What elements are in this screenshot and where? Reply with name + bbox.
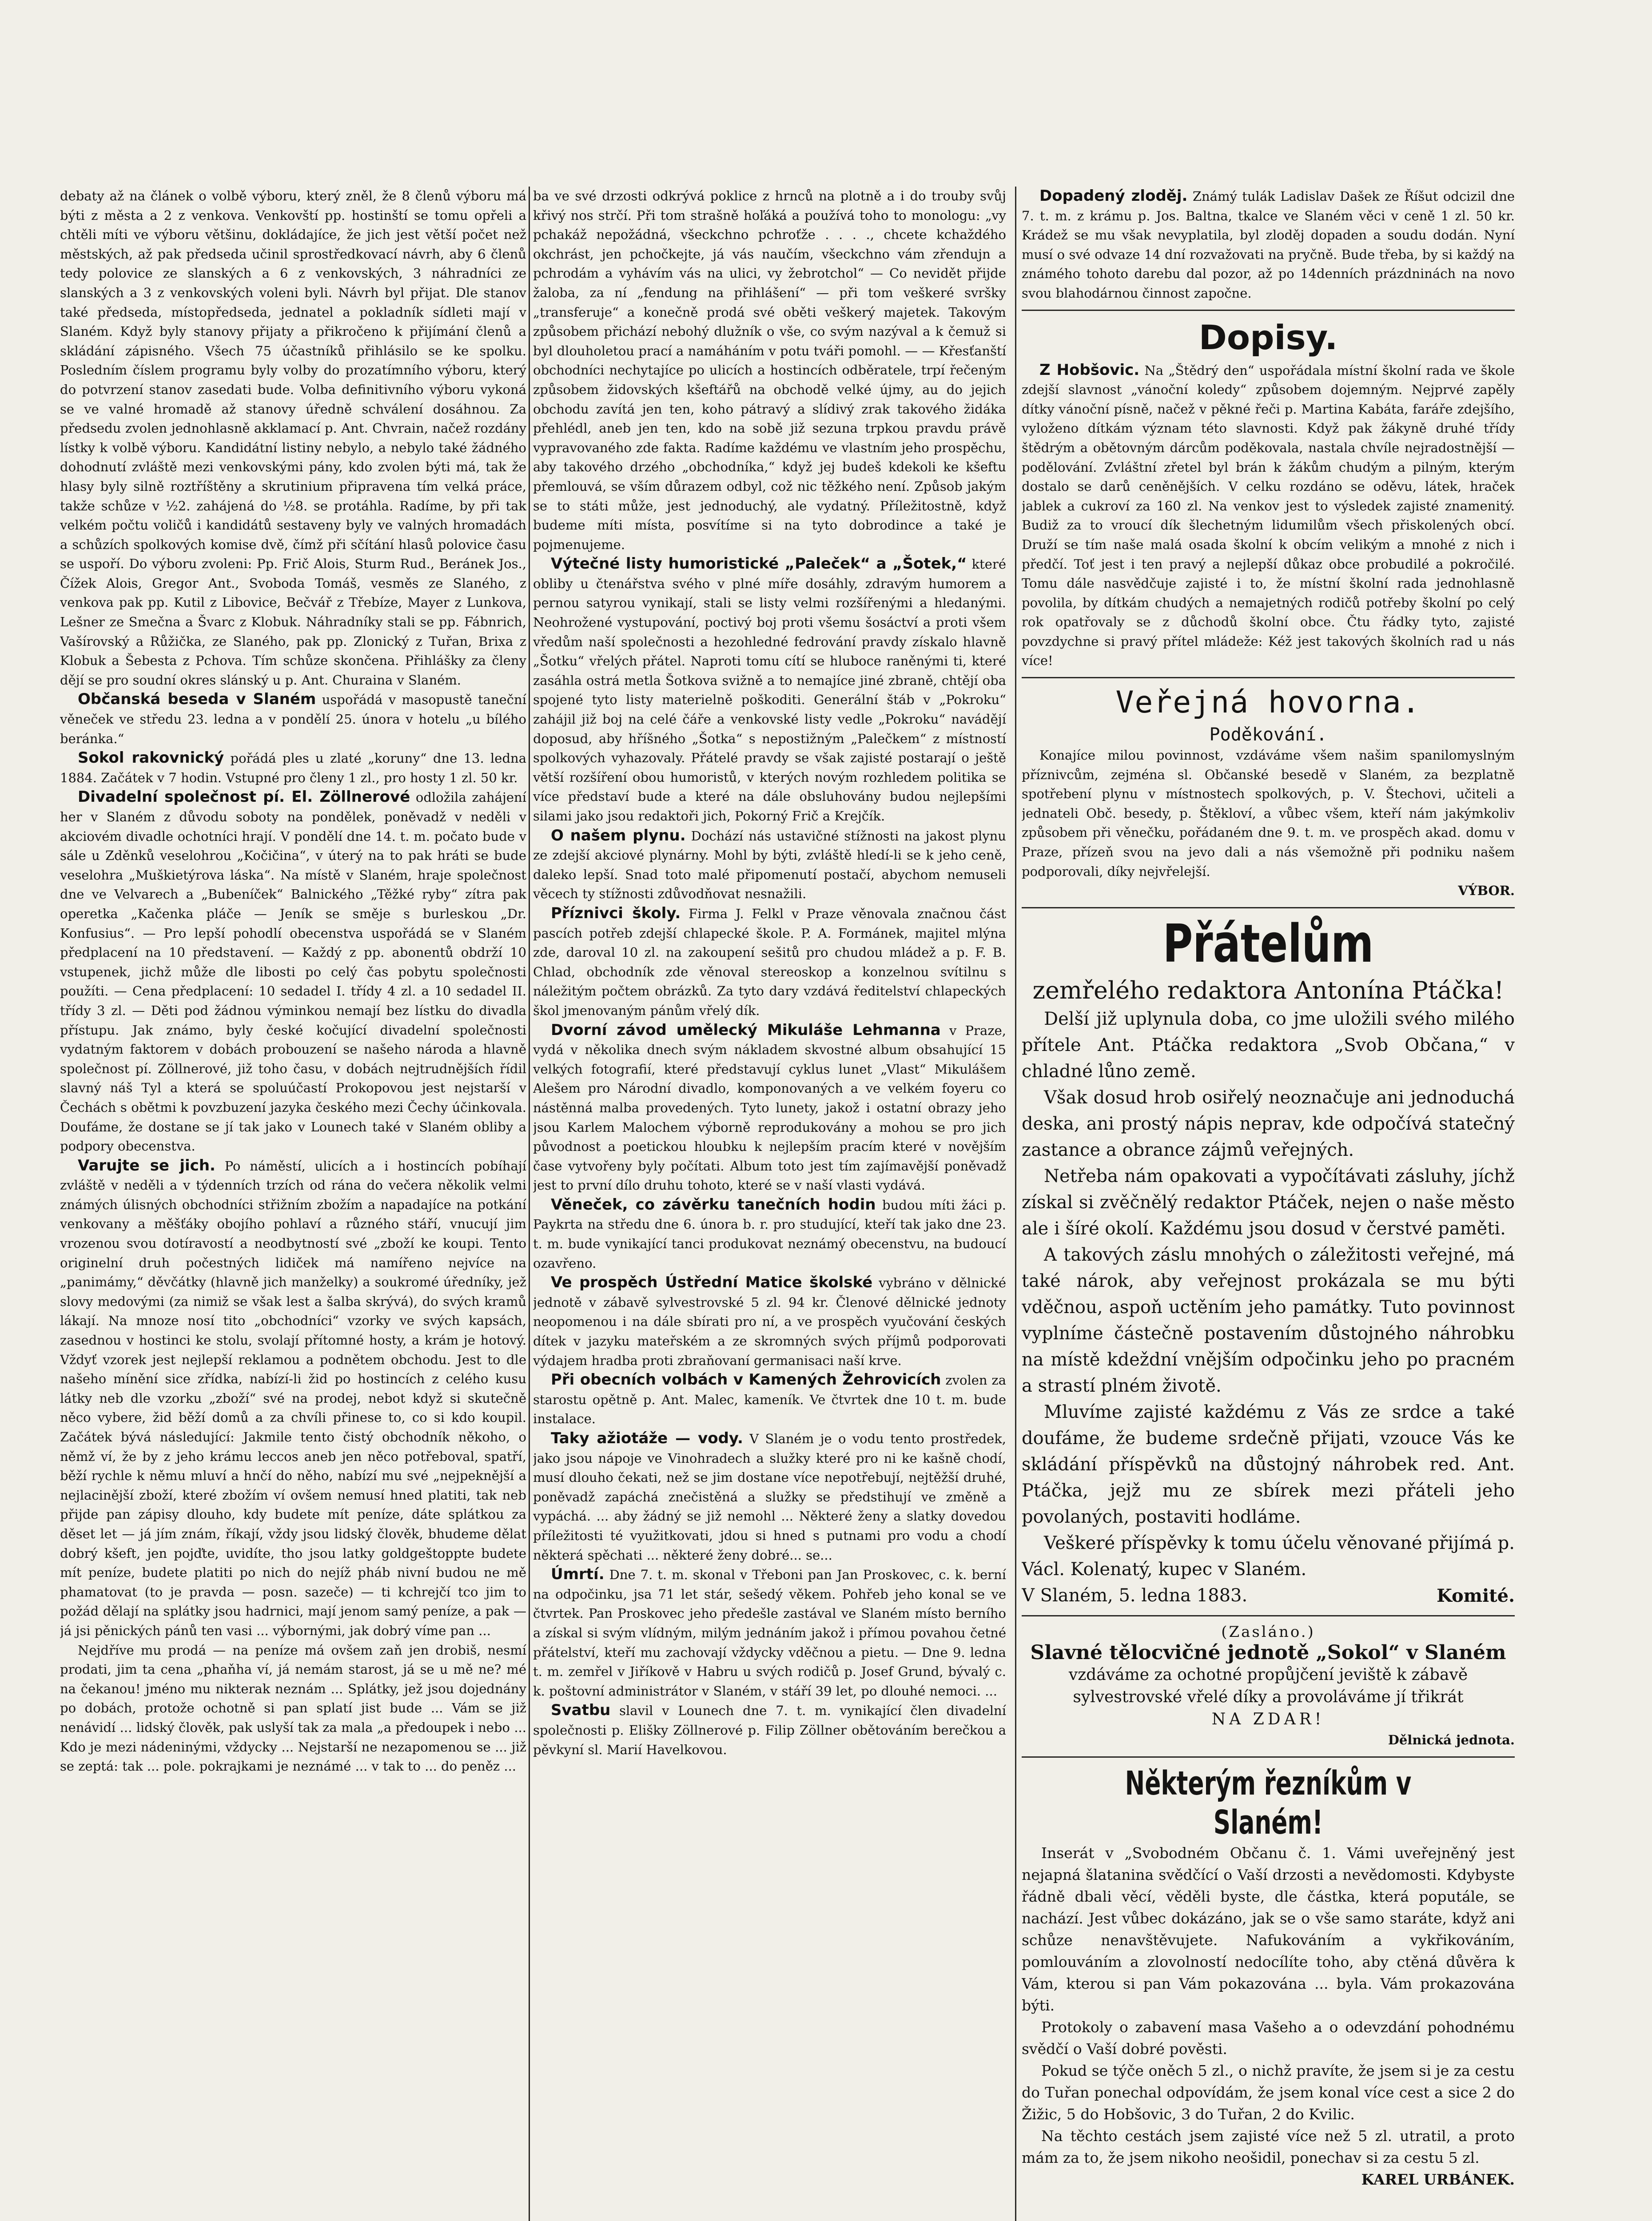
water-notice: Taky ažiotáže — vody. V Slaném je o vodu tento prostředek, jako jsou nápoje ve Vinohradech a služky které pro ni ke kašně chodí, musí dlouho čekati, než se jim dostane více nepotřebují, nejtěžší druhé, poněvadž zapáchá znečistěná a služky se předstihují ve změně a vypáchá. ... aby žádný se již nemohl ... Některé ženy a slatky dovedou příležitosti té využitkovati, jdou si hned s putnami pro vodu a chodí některá spěchati ... některé ženy dobré... se... — [533, 1429, 1006, 1563]
column-divider-1 — [529, 187, 530, 2221]
friends-subheading: zemřelého redaktora Antonína Ptáčka! — [1032, 976, 1504, 1004]
beseda-notice: Občanská beseda v Slaném uspořádá v masopustě taneční věneček ve středu 23. ledna a v pondělí 25. února v hotelu „u bílého beránka.“ — [60, 690, 526, 746]
butchers-heading: Některým řezníkům v Slaném! — [1125, 1764, 1412, 1842]
memorial-appeal: Delší již uplynula doba, co jme uložili svého milého přítele Ant. Ptáčka redaktora „Svob Občana,“ v chladné lůno země. Však dosud hrob osiřelý neoznačuje ani jednoduchá deska, ani prostý nápis neprav, kde odpočívá statečný zastance a obrance zájmů veřejných. Netřeba nám opakovati a vypočítávati zásluhy, jíchž získal si zvěčnělý redaktor Ptáček, nejen o naše město ale i šíré okolí. Každému jsou dosud v čerstvé paměti. A takových záslu mnohých o záležitosti veřejné, má také nárok, aby veřejnost prokázala se mu býti vděčnou, aspoň uctěním jeho památky. Tuto povinnost vyplníme částečně postavením důstojného náhrobku na místě kdeždní vnějším odpočinku jeho po pracném a strastí plném životě. Mluvíme zajisté každému z Vás ze srdce a také doufáme, že budeme srdečně přijati, vzouce Vás ke skládání příspěvků na důstojný náhrobek red. Ant. Ptáčka, jejž mu ze sbírek mezi přáteli jeho povolaných, postaviti hodláme. Veškeré příspěvky k tomu účelu věnované přijímá p. Václ. Kolenatý, kupec v Slaném. V Slaném, 5. ledna 1883. Komité. — [1022, 1006, 1515, 1609]
humor-papers-notice: Výtečné listy humoristické „Paleček“ a „Šotek,“ které obliby u čtenářstva svého v plné míře dosáhly, zdravým humorem a pernou satyrou vynikají, stali se listy velmi rozšířenými a hledanými. Neohrožené vystupování, poctivý boj proti všemu šosáctví a proti všem vředům naší společnosti a hezohledné fedrování pravdy získalo hlavně „Šotku“ vřelých přátel. Naproti tomu cítí se hluboce raněnými ti, které zasáhla ostrá metla Šotkova svižně a to nemajíce jiné zbraně, chtějí oba spojené tyto listy materielně poškoditi. Generální štáb v „Pokroku“ zahájil již boj na celé čáře a venkovské listy vedle „Pokroku“ navádějí doposud, aby hříšného „Šotka“ s nepostižným „Palečkem“ z místností spolkových vyhazovaly. Přátelé pravdy se však zajisté postarají o ještě větší rozšíření obou humoristů, v kterých novým rozhledem politika se více představí bude a které na dále obsluhovány budou nejlepšími silami jako jsou redaktoři jich, Pokorný Frič a Krejčík. — [533, 555, 1006, 824]
matice-notice: Ve prospěch Ústřední Matice školské vybráno v dělnické jednotě v zábavě sylvestrovské 5 zl. 94 kr. Členové dělnické jednoty neopomenou i na dále sbírati pro ní, a ve prospěch vyučování českých dítek v jazyku mateřském a ze skromných svých příjmů podporovati výdajem hradba proti zbraňovaní germanisaci naší krve. — [533, 1274, 1006, 1368]
section-rule — [1022, 1615, 1515, 1616]
gas-notice: O našem plynu. Dochází nás ustavičné stížnosti na jakost plynu ze zdejší akciové plynárny. Mohl by býti, zvláště hledí-li se k jeho ceně, daleko lepší. Snad toto malé připomenutí postačí, abychom nemuseli věcech ty stížnosti zdůvodňovat nesnažili. — [533, 826, 1006, 902]
public-forum-heading: Veřejná hovorna. — [1115, 685, 1421, 720]
obituary-notice: Úmrtí. Dne 7. t. m. skonal v Třeboni pan Jan Proskovec, c. k. berní na odpočinku, jsa 71 let stár, sešedý věkem. Pohřeb jeho konal se ve čtvrtek. Pan Proskovec jeho předešle zastával ve Slaném místo berního a získal si svým vlídným, milým jednáním jakož i přímou povahou četné přátelství, kteří mu zachovají vždycky vděčnou a pietu. — Dne 9. ledna t. m. zemřel v Jiříkově v Habru u svých rodičů p. Josef Grund, bývalý c. k. poštovní administrátor v Slaném, v stáří 39 let, po dlouhé nemoci. ... — [533, 1565, 1006, 1699]
association-meeting-report: debaty až na článek o volbě výboru, který zněl, že 8 členů výboru má býti z města a 2 z venkova. Venkovští pp. hostinští se tomu opřeli a chtěli míti ve výboru většinu, dokládajíce, že jich jest větší počet než městských, až pak předseda učinil sprostředkovací návrh, aby 6 členů tedy polovice ze slanských a 6 z venkovských, 3 náhradníci ze slanských a 3 z venkovských voleni byli. Návrh byl přijat. Dle stanov také předseda, místopředseda, jednatel a pokladník sídleti mají v Slaném. Když byly stanovy přijaty a přikročeno k přijímání členů a skládání zápisného. Všech 75 účastníků přihlásilo se ke spolku. Posledním číslem programu byly volby do prozatímního výboru, který do potvrzení stanov zasedati bude. Volba definitivního výboru vykoná se ve valné hromadě až stanovy úředně schválení dosáhnou. Za předsedu zvolen jednohlasně akklamací p. Ant. Chvrain, načež rozdány lístky k volbě výboru. Kandidátní listiny nebylo, a nebylo také žádného dohodnutí zvláště mezi venkovskými pány, kdo zvolen býti má, tak že hlasy byly silně roztříštěny a skrutinium připravena tím velká práce, takže schůze v ½2. zahájená do ½8. se protáhla. Radíme, by při tak velkém počtu voličů i kandidátů sestaveny byly ve valných hromadách a schůzích spolkových komise dvě, čímž při sčítání hlasů polovice času se uspoří. Do výboru zvoleni: Pp. Frič Alois, Sturm Rud., Beránek Jos., Čížek Alois, Gregor Ant., Svoboda Tomáš, vesměs ze Slaného, z venkova pak pp. Kutil z Libovice, Bečvář z Třebíze, Mayer z Lunkova, Lešner ze Smečna a Švarc z Klobuk. Náhradníky stali se pp. Fábnrich, Vašírovský a Růžička, ze Slaného, pak pp. Zlonický z Tuřan, Brixa z Klobuk a Šebesta z Pchova. Tím schůze skončena. Přihlášky za členy dějí se pro soudní okres slánský u p. Ant. Churaina v Slaném. — [60, 188, 526, 688]
thief-notice: Dopadený zloděj. Známý tulák Ladislav Dašek ze Říšut odcizil dne 7. t. m. z krámu p. Jos. Baltna, tkalce ve Slaném věci v ceně 1 zl. 50 kr. Krádež se mu však nevyplatila, byl zloděj dopaden a soudu dodán. Nyní musí o své odvaze 14 dní rozvažovati na pryčně. Bude třeba, by si každý na známého tohoto darebu dal pozor, až po 14denních prázdninách na novo svou blahodárnou činnost započne. — [1022, 187, 1515, 301]
warning-article-continued: ba ve své drzosti odkrývá poklice z hrnců na plotně a i do trouby svůj křivý nos strčí. Při tom strašně hoľáká a používá toho to monologu: „vy pchakáž nepožádná, všeckchno pchroťže . . . ., chcete kchaždého okchrást, jen pchočkejte, já vás naučím, všeckchno vám zřendujn a pchrodám a vyhávím vás na ulici, vy žebrotchol“ — Co nevidět přijde žaloba, za ní „fendung na přihlášení“ — při tom veškeré svršky „transferuje“ a konečně prodá své oběti veškerý majetek. Takovým způsobem přichází nebohý dlužník o vše, co svým nazýval a k čemuž si byl dlouholetou prací a namáháním v potu tváři pomohl. — — Křesťanští obchodníci nechytajíce po ulicích a hostincích odběratele, trpí řečeným způsobem židovských kšeftářů na obchodě velké újmy, au do jejich obchodu zavítá jen ten, koho pátravý a slídivý zrak takového židáka přehlédl, aneb jen ten, kdo na sobě již sezuna trpkou pravdu právě vypravovaného zde fakta. Radíme každému ve vlastním jeho prospěchu, aby takového drzého „obchodníka,“ když jej budeš kdekoli ke kšeftu přemlouvá, se vším důrazem odbyl, což nic těžkého není. Způsob jakým se to státi může, jest jednoduchý, ale vydatný. Příležitostně, když budeme míti místa, posvítíme si na tyto dobrodince a také je pojmenujeme. — [533, 188, 1006, 552]
sokol-thanks: Slavné tělocvičné jednotě „Sokol“ v Slaném vzdáváme za ochotné propůjčení jeviště k zábavě sylvestrovské vřelé díky a provoláváme jí třikrát NA ZDAR! — [1030, 1641, 1506, 1729]
memorial-footer: V Slaném, 5. ledna 1883. Komité. — [1022, 1585, 1515, 1606]
wedding-notice: Svatbu slavil v Lounech dne 7. t. m. vynikající člen divadelní společnosti p. Elišky Zöllnerové p. Filip Zöllner obětováním berečkou a pěvkyní sl. Marií Havelkovou. — [533, 1701, 1006, 1757]
warning-article: Varujte se jich. Po náměstí, ulicích a i hostincích pobíhají zvláště v neděli a v týdenních trzích od rána do večera několik velmi známých úlisných obchodníci střižním zbožím a napadajíce na potkání venkovany a měšťáky obojího pohlaví a různého stáří, vnucují jim vrozenou svou dotíravostí a neodbytností své „zboží ke koupi. Tento originelní druh počestných lidiček má namířeno nejvíce na „panimámy,“ děvčátky (hlavně jich manželky) a soukromé úředníky, jež slovy medovými (za nimiž se však lest a šalba skrývá), do svých kramů lákají. Na mnoze nosí tito „obchodníci“ vzorky ve svých kapsách, zasednou v hostinci ke stolu, svolají přítomné hosty, a krám je hotový. Vždyť vzorek jest nejlepší reklamou a podnětem obchodu. Jest to dle našeho mínění sice zřídka, nabízí-li žid po hostincích z celého kusu látky neb dle vzorku „zboží“ své na prodej, nebot když si skutečně něco vybere, žid běží domů a za chvíli přinese to, co si kdo koupil. Začátek bývá následující: Jakmile tento čistý obchodník někoho, o němž ví, že by z jeho krámu leccos aneb jen něco potřeboval, spatří, běží rychle k němu mluví a hnčí do něho, nabízí mu své „nejpeknější a nejlacinější zboží, které zbožím ví ovšem nemusí hned platiti, tak neb přijde pan zápisy dlouho, kdy budete mít peníze, dáte splátkou za děset let — já jím znám, říkají, vždy jsou lidský člověk, bhudeme dělat dobrý kšeft, jen pojďte, uvidíte, tho jsou latky goldgeštoppte budete mít peníze, budete platiti po nich do nejíž pháb nivní budou ne mě phamatovat (to je pravda — posn. sazeče) — ti kchrejčí tco jim to požád dělají na splátky jsou hadrnici, mají jenom samý peníze, a pak — já jsi pěnických pánů ten vasi ... výbornými, jak dobrý víme pan ... — [60, 1156, 526, 1638]
thanks-signature: VÝBOR. — [1458, 883, 1515, 899]
butchers-reply-signature: KAREL URBÁNEK. — [1361, 2171, 1515, 2188]
hobsovice-letter: Z Hobšovic. Na „Štědrý den“ uspořádala místní školní rada ve škole zdejší slavnost „vánoční koledy“ způsobem dojemným. Nejprvé zapěly dítky vánoční písně, načež v pěkné řeči p. Martina Kabáta, faráře zdejšího, vyloženo dítkám význam této slavnosti. Když pak žákyně druhé třídy štědrým a obětovným dárcům poděkovala, nastala chvíle nejradostnější — podělování. Zvláštní zřetel byl brán k žákům chudým a pilným, kterým dostalo se darů ceněnějších. V celku rozdáno se oděvu, látek, hraček jablek a cukroví za 160 zl. Na venkov jest to výsledek zajisté znamenitý. Budiž za to vroucí dík šlechetným lidumilům všech přiskolených obcí. Druží se tím naše malá osada školní k obcím velikým a mnohé z nich i předčí. Toť jest i ten pravý a nejlepší důkaz obce probudilé a pokročilé. Tomu dále nasvědčuje zajisté i to, že místní školní rada jednohlasně povolila, by dítkám chudých a nemajetných rodičů potřeby školní po celý rok opatřovaly se z důchodů školní obce. Čtu řádky tyto, zajisté povzdychne si pravý přítel mládeže: Kéž jest takových školních rad u nás více! — [1022, 361, 1515, 669]
school-donors-notice: Příznivci školy. Firma J. Felkl v Praze věnovala značnou část pascích potřeb zdejší chlapecké škole. P. A. Formánek, majitel mlýna zde, daroval 10 zl. na zakoupení sešitů pro chudou mládež a p. F. B. Chlad, obchodník zde věnoval stereoskop a konzelnou svítilnu s náležitým počtem obrázků. Za tyto dary vzdává ředitelství chlapeckých škol jmenovaným pánům vřelý dík. — [533, 904, 1006, 1018]
section-rule — [1022, 1756, 1515, 1758]
section-rule — [1022, 310, 1515, 311]
butchers-reply: Inserát v „Svobodném Občanu č. 1. Vámi uveřejněný jest nejapná šlatanina svědčící o Vaší drzosti a nevědomosti. Kdybyste řádně dbali věcí, věděli byste, dle částka, která poputále, se nachází. Jest vůbec dokázáno, jak se o vše samo staráte, když ani schůze nenavštěvujete. Nafukováním a vykřikováním, pomlouváním a zlovolností nedocílíte toho, aby ctěná důvěra k Vám, kterou si pan Vám pokazována ... byla. Vám prokazována býti. Protokoly o zabavení masa Vašeho a o odevzdání pohodnému svědčí o Vaší dobré pověsti. Pokud se týče oněch 5 zl., o nichž pravíte, že jsem si je za cestu do Tuřan ponechal odpovídám, že jsem konal více cest a sice 2 do Žižic, 5 do Hobšovic, 3 do Tuřan, 2 do Kvilic. Na těchto cestách jsem zajisté více než 5 zl. utratil, a proto mám za to, že jsem nikoho neošidil, ponechav si za cestu 5 zl. KAREL URBÁNEK. — [1022, 1842, 1515, 2190]
section-rule — [1022, 907, 1515, 908]
letters-heading: Dopisy. — [1198, 317, 1338, 357]
lehmann-notice: Dvorní závod umělecký Mikuláše Lehmanna v Praze, vydá v několika dnech svým nákladem skvostné album obsahující 15 velkých fotografií, které představují cyklus lunet „Vlast“ Mikulášem Alešem pro Národní divadlo, komponovaných a ve velkém foyeru co nástěnná malba provedených. Tyto lunety, jakož i ostatní obrazy jeho jsou Karlem Malochem výborně reprodukovány a mohou se pro jich původnost a poetickou hloubku k nejlepším pracím které v novějším čase vytvořeny byly počítati. Album toto jest tím zajímavější poněvadž jest to první dílo druhu tohoto, které se v naší vlasti vydává. — [533, 1021, 1006, 1193]
theatre-notice: Divadelní společnost pí. El. Zöllnerové odložila zahájení her v Slaném z důvodu soboty na pondělek, poněvadž v neděli v akciovém divadle ochotníci hrají. V pondělí dne 14. t. m. počato bude v sále u Zděnků veselohrou „Kočičina“, v úterý na to pak hráti se bude veselohra „Muškietýrova láska“. Na místě v Slaném, hraje společnost dne ve Velvarech a „Bubeníček“ Balnického „Těžké ryby“ zítra pak operetka „Kačenka pláče — Jeník se směje s burleskou „Dr. Konfusius“. — Pro lepší pohodlí obecenstva uspořádá se v Slaném předplacení na 10 představení. — Každý z pp. abonentů obdrží 10 vstupenek, jichž může dle libosti po celý čas pobytu společnosti použíti. — Cena předplacení: 10 sedadel I. třídy 4 zl. a 10 sedadel II. třídy 3 zl. — Děti pod žádnou výminkou nemají bez lístku do divadla přístupu. Jak známo, byly české kočující divadelní společnosti vydatným faktorem v dobách probouzení se našeho národa a hlavně společnost pí. Zöllnerové, již toho času, v dobách nejtrudnějších řídil slavný náš Tyl a která se spoluúčastí Prokopovou jest nejstarší v Čechách s obětmi k povzbuzení jazyka českého mezi Čechy účinkovala. Doufáme, že dostane se jí tak jako v Lounech také v Slaném obliby a podpory obecenstva. — [60, 788, 526, 1154]
column-1 — [60, 187, 526, 2221]
friends-heading: Přátelům — [1162, 912, 1374, 974]
sokol-thanks-signature: Dělnická jednota. — [1388, 1732, 1515, 1748]
dance-notice: Věneček, co závěrku tanečních hodin budou míti žáci p. Paykrta na středu dne 6. února b. r. pro studující, kteří tak jako dne 23. t. m. bude vynikající tanci produkovat neznámý obecenstvu, na budoucí ozavřeno. — [533, 1195, 1006, 1271]
thanks-text: Konajíce milou povinnost, vzdáváme všem našim spanilomyslným příznivcům, zejména sl. Občanské besedě v Slaném, za bezplatně spotřebení plynu v místnostech spolkových, p. V. Štechovi, učiteli a jednateli Obč. besedy, p. Štěkloví, a vůbec všem, kteří nám jakýmkoliv způsobem při věnečku, pořádaném dne 9. t. m. ve prospěch akad. domu v Praze, přízeň svou na jevo dali a nás všemožně při podniku našem podporovali, díky nejvřelejší. — [1022, 748, 1515, 879]
section-rule — [1022, 677, 1515, 678]
sokol-rakovnicky-notice: Sokol rakovnický pořádá ples u zlaté „koruny“ dne 13. ledna 1884. Začátek v 7 hodin. Vstupné pro členy 1 zl., pro hosty 1 zl. 50 kr. — [60, 749, 526, 785]
warning-article-tail: Nejdříve mu prodá — na peníze má ovšem zaň jen drobiš, nesmí prodati, jim ta cena „phaňha ví, já nemám starost, já se u mě ne? mé na čekanou! jméno mu nikterak neznám ... Splátky, jež jsou dojednány po dobách, protože ochotně si pan splatí jist bude ... Vám se již nenávidí ... lidský člověk, pak uslyší tak za mala „a předoupek i nebo ... Kdo je mezi nádeninými, vždycky ... Nejstarší ne nezapomenou se ... již se zeptá: tak ... pole. pokrajkami je neznámé ... v tak to ... do peněz ... — [60, 1642, 526, 1774]
column-2 — [533, 187, 1006, 2221]
submitted-label: (Zasláno.) — [1221, 1623, 1315, 1641]
thanks-heading: Poděkování. — [1209, 724, 1327, 745]
column-divider-2 — [1015, 187, 1016, 2221]
column-3 — [1022, 187, 1515, 2221]
election-notice: Při obecních volbách v Kamených Žehrovicích zvolen za starostu opětně p. Ant. Malec, kameník. Ve čtvrtek dne 10 t. m. bude instalace. — [533, 1371, 1006, 1427]
